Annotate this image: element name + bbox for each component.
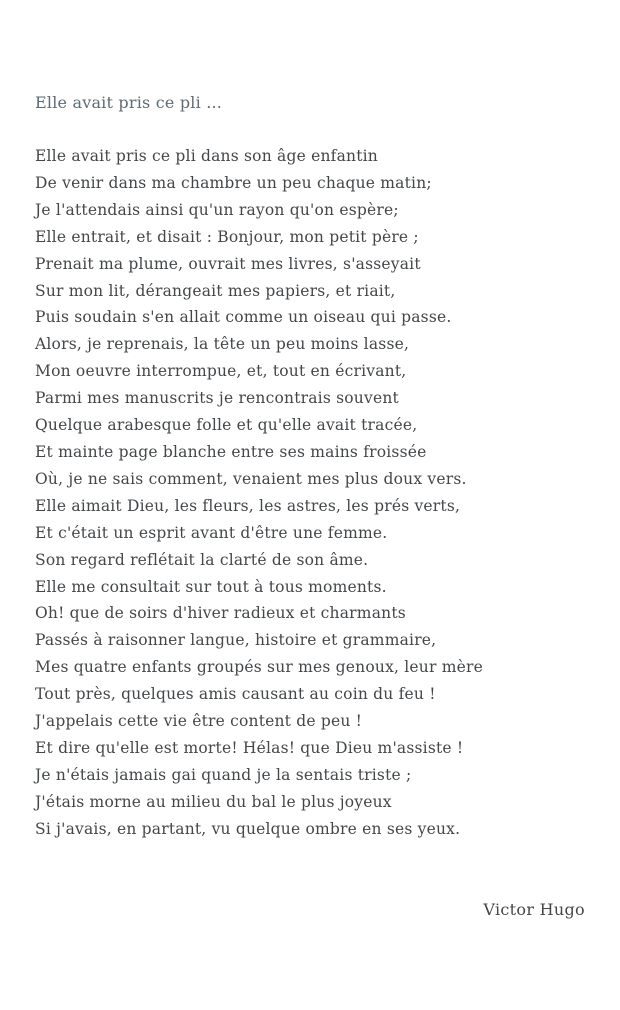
poem-line: Prenait ma plume, ouvrait mes livres, s'asseyait (35, 254, 421, 273)
poem-line: Tout près, quelques amis causant au coin du feu ! (35, 685, 436, 704)
poem-line: Elle aimait Dieu, les fleurs, les astres, les prés verts, (35, 496, 461, 515)
poem-line: Puis soudain s'en allait comme un oiseau qui passe. (35, 308, 452, 327)
poem-line: Oh! que de soirs d'hiver radieux et charmants (35, 604, 406, 623)
poem-line: J'appelais cette vie être content de peu ! (35, 712, 363, 731)
poem-line: Je l'attendais ainsi qu'un rayon qu'on espère; (35, 200, 399, 219)
poem-line: J'étais morne au milieu du bal le plus joyeux (35, 792, 392, 811)
poem-line: Elle entrait, et disait : Bonjour, mon petit père ; (35, 227, 419, 246)
poem-line: Sur mon lit, dérangeait mes papiers, et riait, (35, 281, 396, 300)
poem-line: Où, je ne sais comment, venaient mes plus doux vers. (35, 469, 467, 488)
poem-line: Alors, je reprenais, la tête un peu moins lasse, (35, 335, 410, 354)
poem-line: Elle avait pris ce pli dans son âge enfantin (35, 147, 378, 165)
poem-body (35, 143, 483, 843)
poem-line: Et c'était un esprit avant d'être une femme. (35, 523, 388, 542)
poem-line: Je n'étais jamais gai quand je la sentais triste ; (35, 765, 412, 784)
poem-line: Mon oeuvre interrompue, et, tout en écrivant, (35, 362, 407, 381)
poem-line: Et dire qu'elle est morte! Hélas! que Dieu m'assiste ! (35, 738, 464, 757)
poem-line: Mes quatre enfants groupés sur mes genoux, leur mère (35, 658, 483, 677)
poem-line: Elle me consultait sur tout à tous moments. (35, 577, 387, 596)
poem-line: Passés à raisonner langue, histoire et grammaire, (35, 631, 437, 650)
poem-title: Elle avait pris ce pli ... (35, 93, 223, 112)
author-signature: Victor Hugo (483, 900, 585, 919)
poem-line: De venir dans ma chambre un peu chaque matin; (35, 173, 432, 192)
poem-line: Et mainte page blanche entre ses mains froissée (35, 442, 427, 461)
poem-line: Son regard reflétait la clarté de son âme. (35, 550, 369, 569)
poem-line: Parmi mes manuscrits je rencontrais souvent (35, 389, 399, 408)
poem-line: Si j'avais, en partant, vu quelque ombre en ses yeux. (35, 819, 461, 838)
poem-line: Quelque arabesque folle et qu'elle avait tracée, (35, 416, 418, 435)
